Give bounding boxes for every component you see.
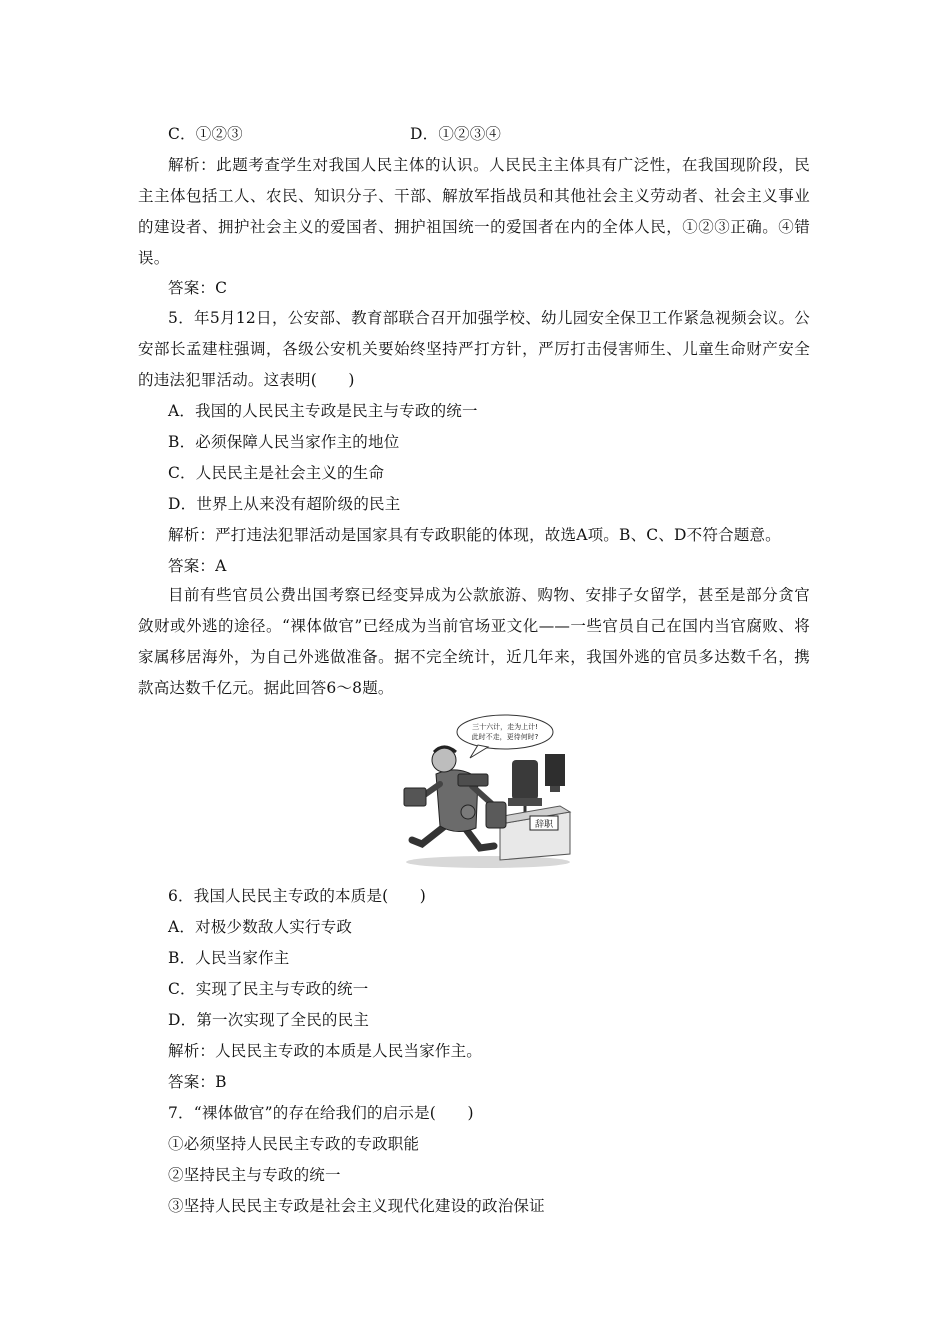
- running-official: [404, 747, 506, 848]
- q6-answer: 答案：B: [168, 1073, 227, 1091]
- q5-option-d: D．世界上从来没有超阶级的民主: [168, 495, 401, 513]
- q5-option-b: B．必须保障人民当家作主的地位: [168, 433, 400, 451]
- q5-analysis: 解析：严打违法犯罪活动是国家具有专政职能的体现，故选A项。B、C、D不符合题意。: [168, 526, 781, 544]
- q5-answer: 答案：A: [168, 557, 227, 575]
- q4-options-row: [168, 124, 848, 144]
- cartoon-illustration: [400, 712, 575, 870]
- speech-bubble: [457, 715, 553, 758]
- resignation-sign: [530, 816, 558, 830]
- q4-option-d: D．①②③④: [410, 125, 502, 143]
- q4-answer: 答案：C: [168, 279, 228, 297]
- q6-option-c: C．实现了民主与专政的统一: [168, 980, 369, 998]
- q7-item-3: ③坚持人民民主专政是社会主义现代化建设的政治保证: [168, 1197, 545, 1215]
- q6-analysis: 解析：人民民主专政的本质是人民当家作主。: [168, 1042, 483, 1060]
- q6-option-b: B．人民当家作主: [168, 949, 290, 967]
- q5-option-c: C．人民民主是社会主义的生命: [168, 464, 385, 482]
- q6-option-a: A．对极少数敌人实行专政: [168, 918, 353, 936]
- material-paragraph: 目前有些官员公费出国考察已经变异成为公款旅游、购物、安排子女留学，甚至是部分贪官敛财或外逃的途径。“裸体做官”已经成为当前官场亚文化——一些官员自己在国内当官腐败、将家属移居海外，为自己外逃做准备。据不完全统计，近几年来，我国外逃的官员多达数千名，携款高达数千亿元。据此回答6～8题。: [138, 586, 810, 697]
- computer-monitor: [545, 754, 565, 792]
- ground-shadow: [406, 856, 570, 868]
- sign-text: 辞职: [534, 820, 554, 830]
- bubble-text-line2: 此时不走，更待何时?: [471, 733, 539, 741]
- q5-option-a: A．我国的人民民主专政是民主与专政的统一: [168, 402, 478, 420]
- q6-option-d: D．第一次实现了全民的民主: [168, 1011, 370, 1029]
- q7-item-2: ②坚持民主与专政的统一: [168, 1166, 341, 1184]
- q4-option-c: C．①②③: [168, 125, 243, 143]
- q6-stem: 6．我国人民民主专政的本质是( ): [168, 887, 427, 905]
- bubble-text-line1: 三十六计，走为上计!: [472, 723, 538, 731]
- q7-item-1: ①必须坚持人民民主专政的专政职能: [168, 1135, 420, 1153]
- q7-stem: 7．“裸体做官”的存在给我们的启示是( ): [168, 1104, 474, 1122]
- q5-stem: 5．年5月12日，公安部、教育部联合召开加强学校、幼儿园安全保卫工作紧急视频会议。公安部长孟建柱强调，各级公安机关要始终坚持严打方针，严厉打击侵害师生、儿童生命财产安全的违法犯罪活动。这表明( ): [138, 309, 810, 389]
- q4-analysis: 解析：此题考查学生对我国人民主体的认识。人民民主主体具有广泛性，在我国现阶段，民主主体包括工人、农民、知识分子、干部、解放军指战员和其他社会主义劳动者、社会主义事业的建设者、拥护社会主义的爱国者、拥护祖国统一的爱国者在内的全体人民，①②③正确。④错误。: [138, 156, 810, 267]
